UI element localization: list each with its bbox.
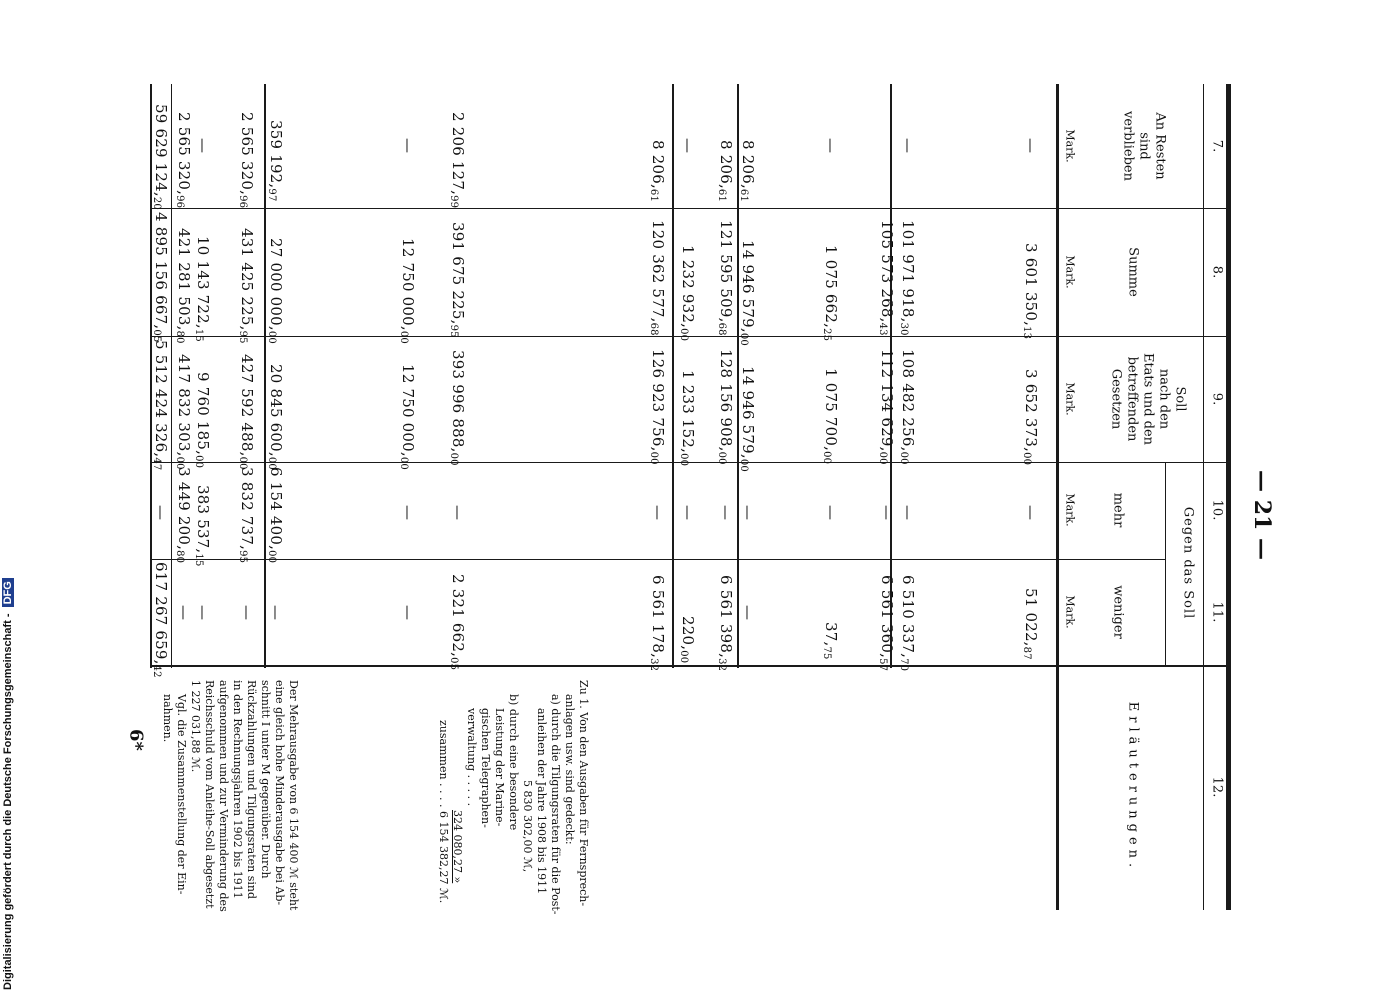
note-mehrausgabe — [160, 680, 300, 912]
r8-c10: — — [449, 505, 467, 521]
r10-c9: 20 845 $600,_{00}$ — [266, 364, 285, 470]
col7-number: 7. — [1209, 139, 1225, 153]
r7-c10: — — [649, 505, 667, 521]
group-header: Gegen das Soll — [1180, 506, 1196, 620]
r4-c9: 14 946 $579,_{00}$ — [738, 366, 757, 472]
r8-c8: 391 675 $225,_{95}$ — [448, 222, 467, 338]
r1-c7: — — [899, 138, 917, 154]
col-sep-7-8 — [150, 208, 1230, 209]
note-2-line-3: schnitt I unter M gegenüber. Durch — [259, 680, 272, 879]
r3-c8: 1 075 $662,_{25}$ — [821, 245, 840, 342]
r13-c9: 417 832 $303,_{00}$ — [174, 354, 193, 470]
r0-c8: 3 601 $350,_{13}$ — [1021, 243, 1040, 340]
r4-c8: 14 946 $579,_{00}$ — [738, 240, 757, 346]
note-1-line-7: Leistung der Marine- — [493, 708, 506, 827]
r12-c11: — — [194, 605, 212, 621]
col-sep-11-12 — [150, 665, 1230, 667]
dfg-logo: DFG — [2, 578, 14, 607]
r5-c9: 128 156 $908,_{00}$ — [716, 349, 735, 465]
note-2-line-2: eine gleich hohe Minderausgabe bei Ab- — [273, 680, 286, 906]
note-2-line-9: Vgl. die Zusammenstellung der Ein- — [175, 694, 188, 895]
note-1-line-4: anleihen der Jahre 1908 bis 1911 — [535, 708, 548, 895]
r1-c11: 6 510 $337,_{70}$ — [898, 575, 917, 672]
col12-title: Erläuterungen. — [1125, 701, 1141, 873]
col7-unit: Mark. — [1063, 129, 1077, 163]
row-rule-5 — [171, 84, 172, 668]
r7-c11: 6 561 $178,_{32}$ — [648, 575, 667, 672]
col-sep-10-11 — [150, 559, 1165, 560]
r2-c9: 112 134 $629,_{00}$ — [877, 349, 896, 465]
col8-number: 8. — [1209, 265, 1225, 279]
note-1-line-11: zusammen . . . . 6 154 382,27 ℳ. — [437, 720, 450, 904]
col9-unit: Mark. — [1063, 382, 1077, 416]
r12-c10: 383 $537,_{15}$ — [193, 485, 212, 567]
r10-c10: 6 154 $400,_{00}$ — [266, 467, 285, 564]
col10-number: 10. — [1209, 499, 1225, 521]
r9-c11: — — [399, 605, 417, 621]
col11-unit: Mark. — [1063, 595, 1077, 629]
r12-c8: 10 143 $722,_{15}$ — [193, 236, 212, 342]
col11-title: weniger — [1110, 585, 1126, 639]
r12-c7: — — [194, 138, 212, 154]
r3-c7: — — [822, 138, 840, 154]
col7-title-line3: verblieben — [1120, 111, 1136, 181]
r6-c7: — — [679, 138, 697, 154]
r2-c11: 6 561 $360,_{57}$ — [877, 575, 896, 672]
r7-c8: 120 362 $577,_{68}$ — [648, 220, 667, 336]
r2-c8: 105 573 $268,_{43}$ — [877, 220, 896, 336]
note-1-line-10: 324 080,27 » — [451, 810, 464, 884]
r1-c9: 108 482 $256,_{00}$ — [898, 349, 917, 465]
r3-c11: $37,_{75}$ — [821, 622, 840, 660]
r14-c7: 59 629 $124,_{20}$ — [151, 104, 170, 210]
r5-c11: 6 561 $398,_{32}$ — [716, 575, 735, 672]
r10-c7: 359 $192,_{97}$ — [266, 120, 285, 202]
r0-c11: 51 $022,_{87}$ — [1021, 588, 1040, 660]
signature-mark: 6* — [125, 729, 147, 751]
r14-c8: 4 895 156 $667,_{05}$ — [151, 212, 170, 343]
note-zu-1 — [436, 680, 590, 914]
r11-c7: 2 565 $320,_{96}$ — [237, 112, 256, 209]
r4-c7: 8 $206,_{61}$ — [738, 140, 757, 203]
r4-c11: — — [739, 605, 757, 621]
note-1-line-2: anlagen usw. sind gedeckt: — [563, 694, 576, 845]
r14-c11: 617 267 $659,_{42}$ — [151, 562, 170, 678]
col9-title-line4: betreffenden — [1124, 356, 1140, 442]
col8-title: Summe — [1125, 247, 1141, 297]
r14-c9: 5 512 424 $326,_{47}$ — [151, 340, 170, 471]
note-2-line-8: 1 227 031,88 ℳ. — [189, 680, 202, 773]
r11-c9: 427 592 $488,_{00}$ — [237, 354, 256, 470]
r6-c9: 1 233 $152,_{00}$ — [678, 370, 697, 467]
r7-c7: 8 $206,_{61}$ — [648, 140, 667, 203]
col9-title-line2: nach den — [1156, 368, 1172, 430]
r14-c10: — — [152, 505, 170, 521]
r2-c10: — — [878, 505, 896, 521]
r9-c9: 12 750 $000,_{00}$ — [398, 364, 417, 470]
footer-credit — [2, 578, 14, 990]
r5-c7: 8 $206,_{61}$ — [716, 140, 735, 203]
r8-c7: 2 206 $127,_{99}$ — [448, 112, 467, 209]
r6-c8: 1 232 $932,_{00}$ — [678, 245, 697, 342]
note-1-line-3: a) durch die Tilgungsraten für die Post- — [549, 694, 562, 915]
col9-title-line3: Etats und den — [1140, 352, 1156, 446]
note-1-line-5: 5 830 302,00 ℳ, — [521, 780, 534, 873]
r12-c9: 9 760 $185,_{00}$ — [193, 372, 212, 469]
r8-c11: 2 321 $662,_{05}$ — [448, 574, 467, 671]
r6-c10: — — [679, 505, 697, 521]
r3-c9: 1 075 $700,_{00}$ — [821, 368, 840, 465]
r5-c8: 121 595 $509,_{68}$ — [716, 220, 735, 336]
col8-unit: Mark. — [1063, 255, 1077, 289]
row-rule-3 — [672, 84, 674, 668]
r1-c10: — — [899, 505, 917, 521]
note-2-line-6: aufgenommen und zur Verminderung des — [217, 680, 230, 912]
r10-c11: — — [267, 605, 285, 621]
r7-c9: 126 923 $756,_{00}$ — [648, 349, 667, 465]
col7-title-line1: An Resten — [1152, 112, 1168, 180]
note-1-line-9: verwaltung . . . . . — [465, 708, 478, 807]
col12-number: 12. — [1209, 776, 1225, 798]
r10-c8: 27 000 $000,_{00}$ — [266, 238, 285, 344]
r11-c8: 431 425 $225,_{95}$ — [237, 228, 256, 344]
col9-title-line1: Soll — [1172, 386, 1188, 412]
col7-title-line2: sind — [1136, 132, 1152, 160]
r0-c10: — — [1022, 505, 1040, 521]
note-2-line-4: Rückzahlungen und Tilgungsraten sind — [245, 680, 258, 900]
col11-number: 11. — [1209, 601, 1225, 623]
col10-title: mehr — [1110, 492, 1126, 528]
note-1-line-6: b) durch eine besondere — [507, 694, 520, 831]
r4-c10: — — [739, 505, 757, 521]
r5-c10: — — [717, 505, 735, 521]
note-2-line-10: nahmen. — [161, 694, 174, 743]
page-number: — 21 — — [1249, 470, 1275, 560]
note-1-line-1: Zu 1. Von den Ausgaben für Fernsprech- — [577, 680, 590, 907]
r1-c8: 101 971 $918,_{30}$ — [898, 220, 917, 336]
r9-c8: 12 750 $000,_{00}$ — [398, 238, 417, 344]
group-rule — [1165, 462, 1166, 665]
r11-c10: 3 832 $737,_{95}$ — [237, 467, 256, 564]
note-2-line-1: Der Mehrausgabe von 6 154 400 ℳ steht — [287, 680, 300, 911]
col9-title-line5: Gesetzen — [1108, 368, 1124, 430]
footer-text: Digitalisierung gefördert durch die Deutsche Forschungsgemeinschaft - — [2, 613, 14, 990]
col10-unit: Mark. — [1063, 493, 1077, 527]
r13-c11: — — [175, 605, 193, 621]
note-2-line-7: Reichsschuld vom Anleihe-Soll abgesetzt — [203, 680, 216, 909]
r3-c10: — — [822, 505, 840, 521]
r0-c7: — — [1022, 138, 1040, 154]
r9-c7: — — [399, 138, 417, 154]
r11-c11: — — [238, 605, 256, 621]
r13-c7: 2 565 $320,_{96}$ — [174, 112, 193, 209]
r0-c9: 3 652 $373,_{00}$ — [1021, 369, 1040, 466]
col9-number: 9. — [1209, 392, 1225, 406]
r13-c10: 3 449 $200,_{80}$ — [174, 467, 193, 564]
r13-c8: 421 281 $503,_{80}$ — [174, 228, 193, 344]
note-1-line-8: gischen Telegraphen- — [479, 708, 492, 828]
r9-c10: — — [399, 505, 417, 521]
r8-c9: 393 996 $888,_{00}$ — [448, 350, 467, 466]
r6-c11: $220,_{00}$ — [678, 616, 697, 664]
note-2-line-5: in den Rechnungsjahren 1902 bis 1911 — [231, 680, 244, 899]
